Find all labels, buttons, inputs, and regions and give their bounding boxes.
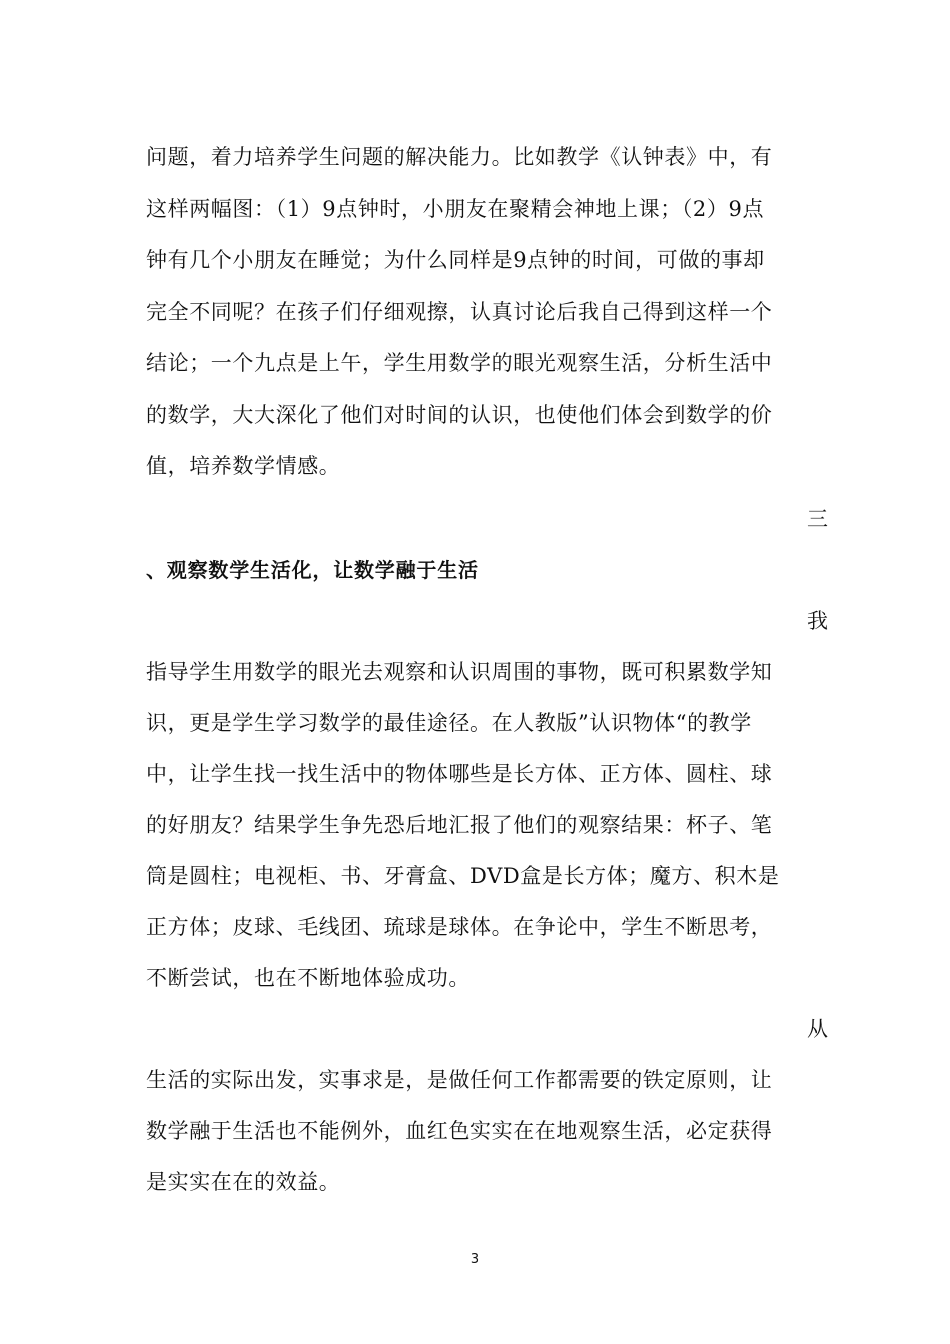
paragraph-2-line-3: 中，让学生找一找生活中的物体哪些是长方体、正方体、圆柱、球 — [146, 762, 773, 786]
paragraph-1-line-2: 这样两幅图：（1）9点钟时，小朋友在聚精会神地上课；（2）9点 — [146, 197, 765, 221]
paragraph-2-lead-char: 我 — [807, 609, 828, 633]
paragraph-2-line-6: 正方体；皮球、毛线团、琉球是球体。在争论中，学生不断思考， — [146, 915, 773, 939]
paragraph-1-line-1: 问题，着力培养学生问题的解决能力。比如教学《认钟表》中，有 — [146, 145, 773, 169]
paragraph-3-line-1: 生活的实际出发，实事求是，是做任何工作都需要的铁定原则，让 — [146, 1068, 773, 1092]
paragraph-1-line-4: 完全不同呢？在孩子们仔细观擦，认真讨论后我自己得到这样一个 — [146, 300, 773, 324]
paragraph-3-line-3: 是实实在在的效益。 — [146, 1170, 341, 1194]
paragraph-3-lead-char: 从 — [807, 1017, 828, 1041]
paragraph-2-line-1: 指导学生用数学的眼光去观察和认识周围的事物，既可积累数学知 — [146, 660, 773, 684]
paragraph-1-line-7: 值，培养数学情感。 — [146, 454, 341, 478]
paragraph-3-line-2: 数学融于生活也不能例外，血红色实实在在地观察生活，必定获得 — [146, 1119, 773, 1143]
paragraph-2-line-5: 筒是圆柱；电视柜、书、牙膏盒、DVD盒是长方体；魔方、积木是 — [146, 864, 780, 888]
paragraph-2-line-2: 识，更是学生学习数学的最佳途径。在人教版”认识物体“的教学 — [146, 711, 752, 735]
paragraph-1-line-5: 结论；一个九点是上午，学生用数学的眼光观察生活，分析生活中 — [146, 351, 773, 375]
section-3-heading: 、观察数学生活化，让数学融于生活 — [146, 558, 479, 582]
page-number: 3 — [470, 1252, 480, 1267]
section-3-number: 三 — [807, 507, 828, 531]
paragraph-2-line-7: 不断尝试，也在不断地体验成功。 — [146, 966, 470, 990]
paragraph-1-line-6: 的数学，大大深化了他们对时间的认识，也使他们体会到数学的价 — [146, 403, 773, 427]
paragraph-2-line-4: 的好朋友？结果学生争先恐后地汇报了他们的观察结果：杯子、笔 — [146, 813, 773, 837]
paragraph-1-line-3: 钟有几个小朋友在睡觉；为什么同样是9点钟的时间，可做的事却 — [146, 248, 765, 272]
